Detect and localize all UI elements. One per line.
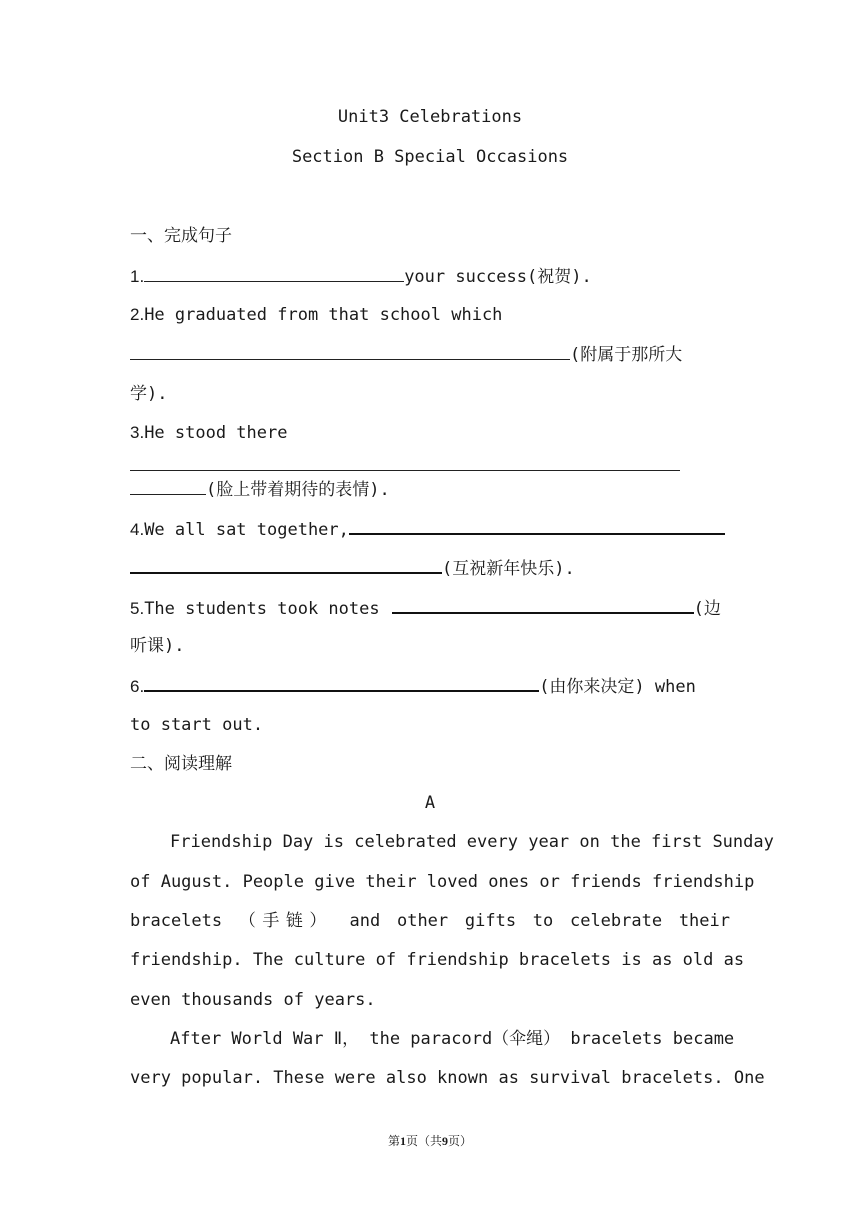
question-text: The students took notes: [144, 599, 380, 619]
question-text: your success(祝贺).: [404, 267, 592, 287]
question-number: 5.: [130, 599, 145, 618]
passage-line: Friendship Day is celebrated every year on the first Sunday: [170, 832, 774, 852]
document-title: Unit3 Celebrations: [337, 107, 523, 127]
question-text: (互祝新年快乐).: [442, 559, 575, 579]
question-number: 6.: [130, 677, 145, 696]
question-text: We all sat together,: [144, 520, 349, 540]
question-3: [130, 422, 287, 444]
question-3-line2: [130, 454, 680, 477]
question-5: [130, 596, 721, 620]
question-2-line2: [130, 343, 682, 366]
footer-text: 页）: [448, 1134, 473, 1148]
question-text: (脸上带着期待的表情).: [206, 480, 390, 500]
passage-line: very popular. These were also known as survival bracelets. One: [130, 1068, 765, 1088]
question-2: [130, 304, 502, 326]
document-subtitle: Section B Special Occasions: [291, 147, 569, 167]
passage-label: A: [424, 793, 436, 813]
answer-blank[interactable]: [130, 556, 442, 574]
answer-blank[interactable]: [144, 674, 539, 692]
question-3-line3: [130, 478, 390, 501]
answer-blank[interactable]: [130, 343, 570, 360]
question-number: 2.: [130, 305, 145, 324]
passage-line: bracelets （手链） and other gifts to celebrate their: [130, 911, 730, 931]
question-number: 1.: [130, 267, 145, 286]
passage-line: even thousands of years.: [130, 990, 376, 1010]
question-4: [130, 517, 725, 541]
page-number: 1: [399, 1134, 406, 1148]
answer-blank[interactable]: [130, 454, 680, 471]
answer-blank[interactable]: [130, 478, 206, 495]
section-heading-reading: 二、阅读理解: [130, 754, 232, 774]
answer-blank[interactable]: [144, 265, 404, 282]
question-text: (由你来决定) when: [539, 677, 696, 697]
passage-line: After World War Ⅱ， the paracord（伞绳） bracelets became: [170, 1029, 735, 1049]
question-6: [130, 674, 696, 698]
question-text: (边: [693, 599, 721, 619]
passage-line: of August. People give their loved ones or friends friendship: [130, 872, 755, 892]
page-footer: [0, 1130, 860, 1152]
answer-blank[interactable]: [392, 596, 694, 614]
question-number: 3.: [130, 423, 145, 442]
question-2-line3: 学).: [130, 384, 168, 404]
section-heading-sentences: 一、完成句子: [130, 226, 232, 246]
footer-text: 页（共: [405, 1134, 442, 1148]
page-total: 9: [442, 1134, 448, 1148]
footer-text: 第: [387, 1134, 400, 1148]
passage-line: friendship. The culture of friendship bracelets is as old as: [130, 950, 745, 970]
question-text: He stood there: [144, 423, 288, 443]
question-5-line2: 听课).: [130, 636, 185, 656]
question-text: (附属于那所大: [570, 345, 683, 365]
question-6-line2: to start out.: [130, 715, 264, 735]
question-1: [130, 265, 592, 288]
answer-blank[interactable]: [349, 517, 725, 535]
question-number: 4.: [130, 520, 145, 539]
question-text: He graduated from that school which: [144, 305, 503, 325]
question-4-line2: [130, 556, 575, 580]
